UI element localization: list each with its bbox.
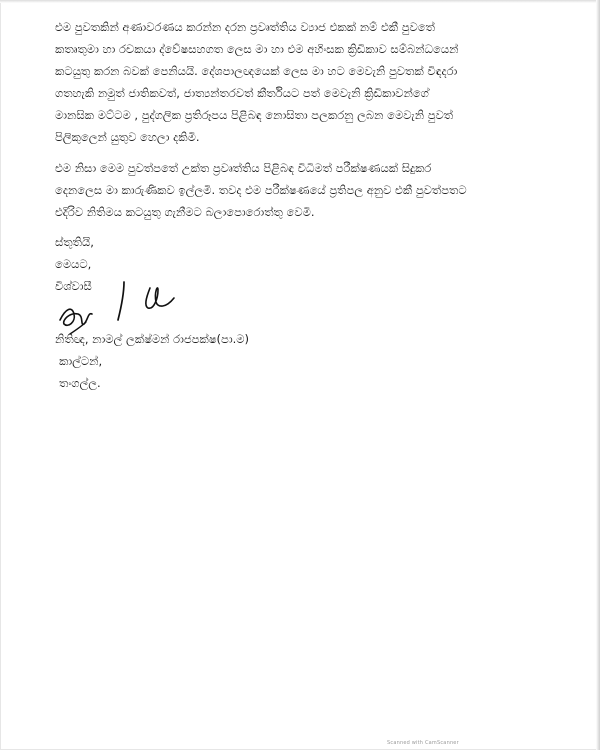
sender-district: තංගල්ල. — [59, 376, 101, 390]
closing-faithfully: විශ්වාසී — [55, 279, 92, 293]
scan-edge-right — [596, 0, 600, 750]
paragraph-line: එදිරිව නිතිමය කටයුතු ගැනීමට බලාපොරොත්තු වෙමි. — [55, 205, 315, 219]
body-paragraph-1 — [55, 16, 555, 148]
sender-block — [55, 328, 249, 394]
paragraph-line: කතෘතුමා හා රචකයා ද්වේෂසහගත ලෙස මා හා එම අහිංසක ක්‍රිඩිකාව සම්බන්ධයෙන් — [55, 42, 459, 56]
sender-name: නිතිඥ, නාමල් ලක්ෂ්මන් රාජපක්ෂ(පා.ම) — [55, 332, 250, 346]
scanner-watermark: Scanned with CamScanner — [387, 740, 459, 746]
closing-thanks: ස්තුතියි, — [55, 235, 94, 249]
closing-regards: මෙයට, — [55, 257, 92, 271]
paragraph-line: එම නිසා මෙම පුවත්පතේ උක්ත ප්‍රවෘත්තිය පිළිබඳ විධිමත් පරීක්ෂණයක් සිදුකර — [55, 161, 432, 175]
paragraph-line: දෙනලෙස මා කාරුණිකව ඉල්ලමි. තවද එම පරීක්ෂණයේ ප්‍රතිපල අනුව එකී පුවත්පතට — [55, 183, 467, 197]
scan-edge-top — [0, 0, 600, 3]
body-paragraph-2 — [55, 157, 555, 223]
sender-city: කාල්ටන්, — [59, 354, 103, 368]
paragraph-line: මානසික මට්ටම , පුද්ගලික ප්‍රතිරූපය පිළිබඳ නොසිතා පලකරනු ලබන මෙවැනි පුවත් — [55, 108, 454, 122]
paragraph-line: එම පුවතකින් අණාවරණය කරන්න දරන ප්‍රවෘත්තිය ව්‍යාජ එකක් නම් එකී පුවතේ — [55, 20, 435, 34]
paragraph-line: ගතහැකි නමුත් ජාතිකවත්, ජාත්‍යන්තරවත් කීර්තියට පත් මෙවැනි ක්‍රිඩිකාවන්ගේ — [55, 86, 429, 100]
paragraph-line: පිලිකුලෙන් යුතුව හෙලා දකිමි. — [55, 130, 200, 144]
paragraph-line: කටයුතු කරන බවක් පෙනියයි. දේශපාලඥයෙක් ලෙස මා හට මෙවැනි පුවතක් විඳදරා — [55, 64, 458, 78]
